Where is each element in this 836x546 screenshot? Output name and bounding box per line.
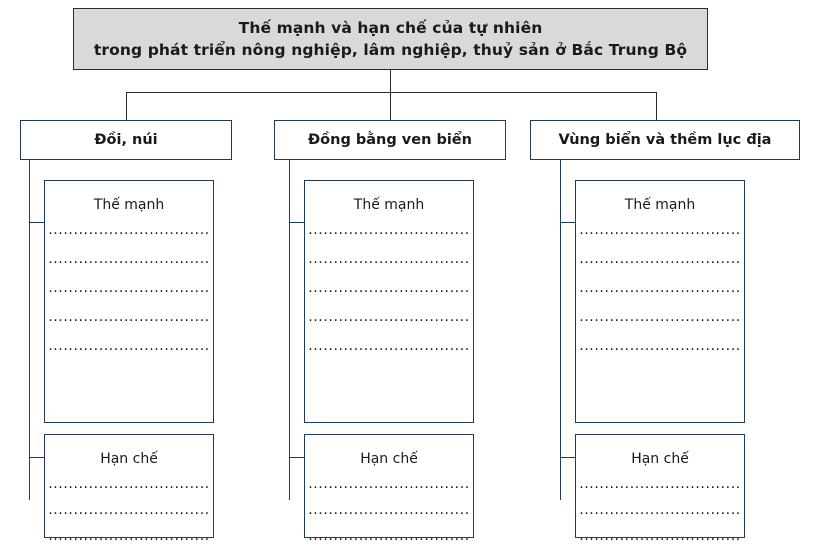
- connector-branch-3-down: [656, 92, 657, 120]
- branch-box-2: [274, 120, 506, 160]
- branch-2-strength-line-3: ................................: [308, 280, 470, 296]
- branch-3-strength-title: Thế mạnh: [624, 197, 696, 213]
- branch-box-1: [20, 120, 232, 160]
- branch-2-spine: [289, 160, 290, 500]
- branch-1-limitation-line-3: ................................: [48, 528, 210, 544]
- diagram-title-line-1: Thế mạnh và hạn chế của tự nhiên: [238, 18, 543, 37]
- branch-1-strength-line-1: ................................: [48, 222, 210, 238]
- branch-1-spine: [29, 160, 30, 500]
- branch-2-strength-line-1: ................................: [308, 222, 470, 238]
- branch-label-3: Vùng biển và thềm lục địa: [558, 132, 772, 148]
- branch-1-strength-title: Thế mạnh: [93, 197, 165, 213]
- connector-branch-horizontal: [126, 92, 656, 93]
- branch-2-strength-line-2: ................................: [308, 251, 470, 267]
- branch-1-limitation-line-1: ................................: [48, 476, 210, 492]
- branch-1-limitation-box: [44, 434, 214, 544]
- branch-2-stub-strength: [289, 222, 304, 223]
- branch-3-limitation-line-1: ................................: [579, 476, 741, 492]
- branch-3-limitation-line-2: ................................: [579, 502, 741, 518]
- branch-2-strength-line-4: ................................: [308, 309, 470, 325]
- branch-3-strength-box: [575, 180, 745, 423]
- branch-1-limitation-line-2: ................................: [48, 502, 210, 518]
- branch-3-strength-line-1: ................................: [579, 222, 741, 238]
- branch-2-limitation-box: [304, 434, 474, 544]
- connector-branch-1-down: [126, 92, 127, 120]
- branch-box-3: [530, 120, 800, 160]
- branch-2-limitation-title: Hạn chế: [360, 451, 418, 467]
- branch-label-2: Đồng bằng ven biển: [308, 132, 472, 148]
- branch-1-limitation-title: Hạn chế: [100, 451, 158, 467]
- branch-2-strength-line-5: ................................: [308, 338, 470, 354]
- branch-3-stub-strength: [560, 222, 575, 223]
- branch-1-strength-line-5: ................................: [48, 338, 210, 354]
- branch-3-strength-line-5: ................................: [579, 338, 741, 354]
- branch-1-strength-line-3: ................................: [48, 280, 210, 296]
- branch-3-stub-limitation: [560, 457, 575, 458]
- diagram-title-box: [73, 8, 708, 70]
- branch-2-strength-title: Thế mạnh: [353, 197, 425, 213]
- branch-3-limitation-line-3: ................................: [579, 528, 741, 544]
- branch-3-spine: [560, 160, 561, 500]
- branch-1-stub-strength: [29, 222, 44, 223]
- branch-2-limitation-line-2: ................................: [308, 502, 470, 518]
- branch-3-strength-line-2: ................................: [579, 251, 741, 267]
- branch-1-strength-line-2: ................................: [48, 251, 210, 267]
- branch-2-limitation-line-1: ................................: [308, 476, 470, 492]
- branch-2-limitation-line-3: ................................: [308, 528, 470, 544]
- branch-1-stub-limitation: [29, 457, 44, 458]
- branch-label-1: Đồi, núi: [94, 132, 158, 148]
- branch-1-strength-box: [44, 180, 214, 423]
- connector-title-down: [390, 70, 391, 92]
- branch-3-strength-line-3: ................................: [579, 280, 741, 296]
- branch-2-stub-limitation: [289, 457, 304, 458]
- branch-2-strength-box: [304, 180, 474, 423]
- branch-3-strength-line-4: ................................: [579, 309, 741, 325]
- branch-3-limitation-title: Hạn chế: [631, 451, 689, 467]
- branch-3-limitation-box: [575, 434, 745, 544]
- connector-branch-2-down: [390, 92, 391, 120]
- diagram-title-line-2: trong phát triển nông nghiệp, lâm nghiệp, thuỷ sản ở Bắc Trung Bộ: [93, 41, 688, 59]
- branch-1-strength-line-4: ................................: [48, 309, 210, 325]
